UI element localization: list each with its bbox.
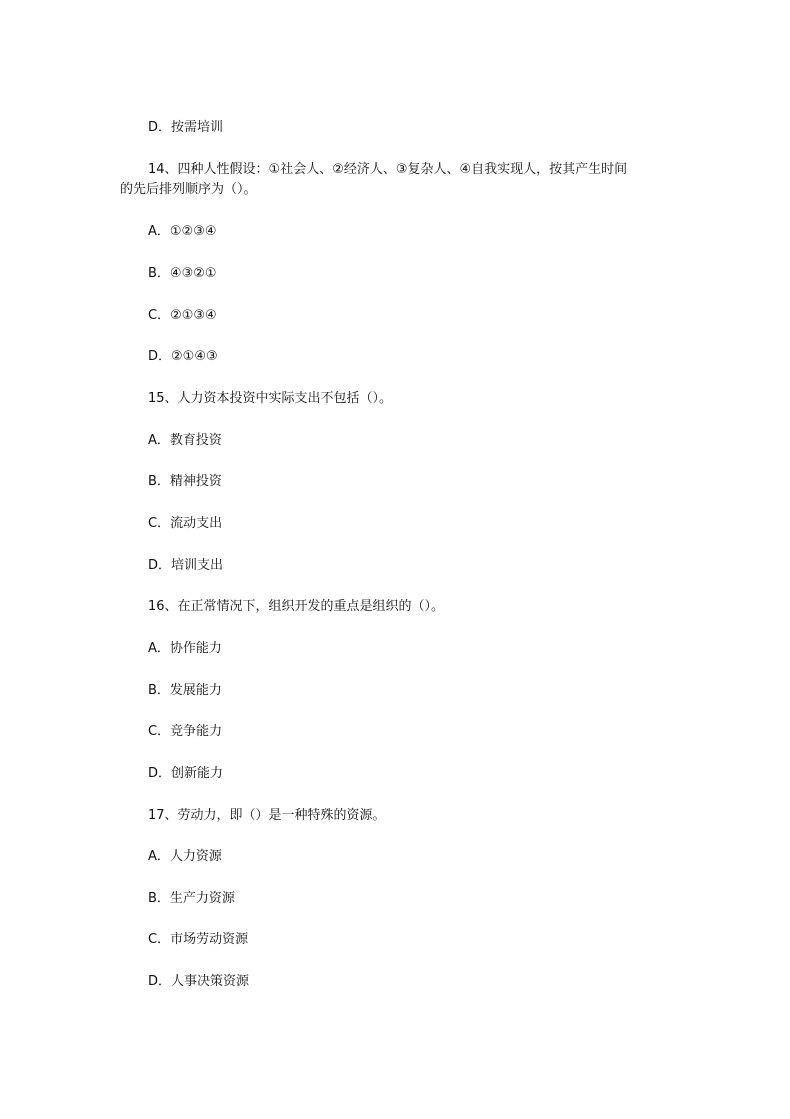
question-16: 16、在正常情况下，组织开发的重点是组织的（）。 <box>148 599 445 614</box>
option-13-d: D．按需培训 <box>148 120 224 135</box>
option-16-b: B．发展能力 <box>148 683 222 698</box>
question-15: 15、人力资本投资中实际支出不包括（）。 <box>148 391 393 406</box>
option-15-b: B．精神投资 <box>148 474 222 489</box>
option-16-c: C．竞争能力 <box>148 724 223 739</box>
option-17-d: D．人事决策资源 <box>148 974 250 989</box>
option-15-a: A．教育投资 <box>148 433 222 448</box>
option-16-d: D．创新能力 <box>148 766 224 781</box>
option-17-b: B．生产力资源 <box>148 891 235 906</box>
option-15-c: C．流动支出 <box>148 516 223 531</box>
option-14-b: B．④③②① <box>148 266 217 281</box>
option-14-d: D．②①④③ <box>148 349 218 364</box>
option-17-c: C．市场劳动资源 <box>148 932 249 947</box>
option-17-a: A．人力资源 <box>148 849 222 864</box>
option-14-a: A．①②③④ <box>148 224 217 239</box>
option-16-a: A．协作能力 <box>148 641 222 656</box>
question-14: 14、四种人性假设：①社会人、②经济人、③复杂人、④自我实现人，按其产生时间 <box>148 162 628 177</box>
option-14-c: C．②①③④ <box>148 308 217 323</box>
question-14-continuation: 的先后排列顺序为（）。 <box>120 182 257 197</box>
option-15-d: D．培训支出 <box>148 558 224 573</box>
question-17: 17、劳动力，即（）是一种特殊的资源。 <box>148 808 386 823</box>
